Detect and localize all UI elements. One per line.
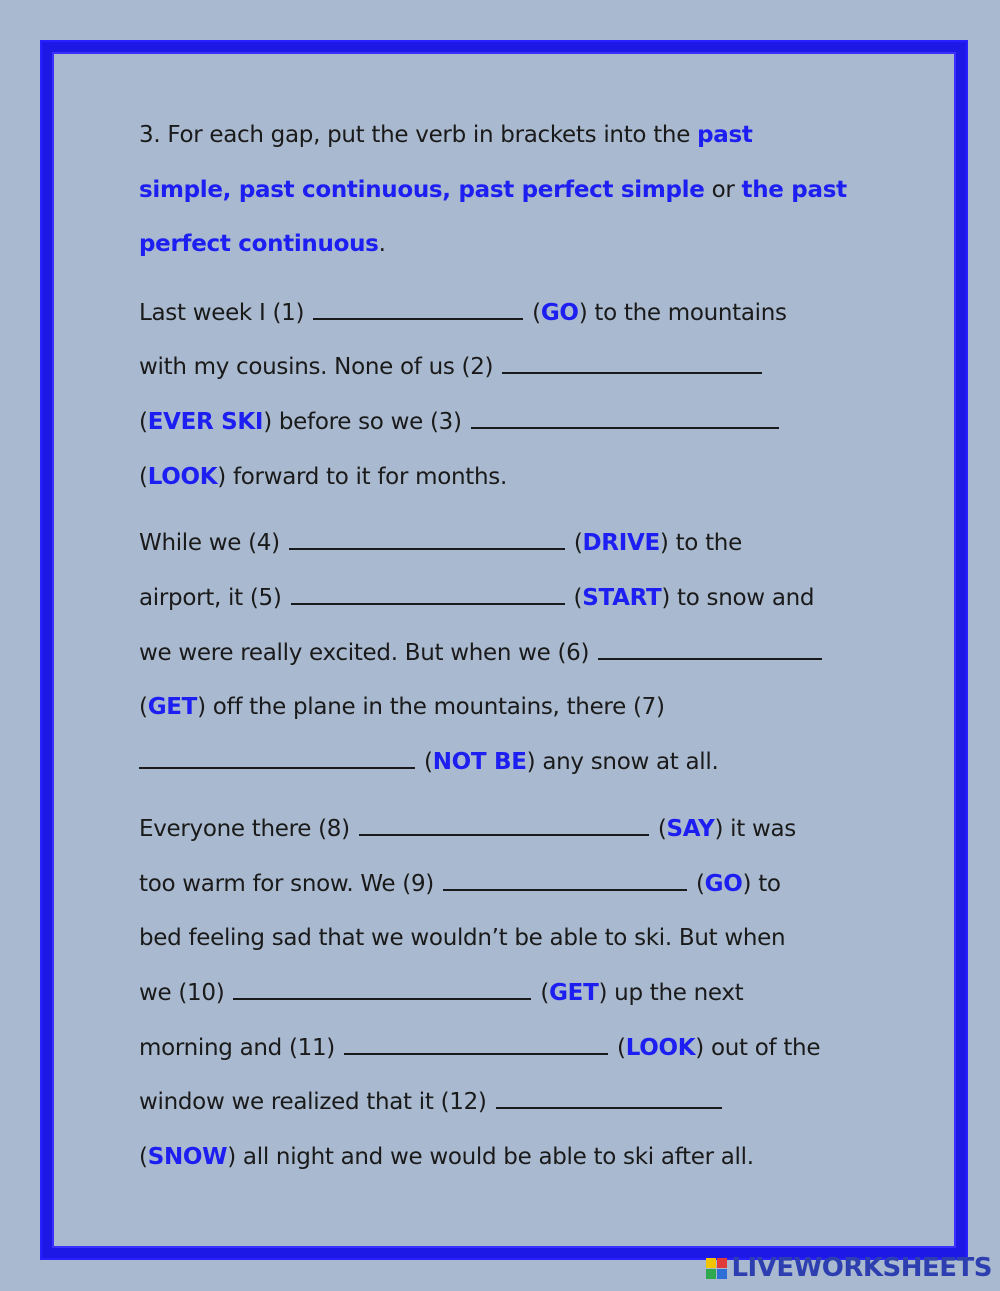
- text: Everyone there (8): [139, 815, 357, 842]
- logo-mark-icon: [706, 1258, 727, 1279]
- text: to the mountains: [587, 299, 787, 326]
- text: before so we (3): [271, 408, 469, 435]
- text: up the next: [607, 979, 744, 1006]
- text: to: [751, 870, 781, 897]
- tense-the-past: the past: [741, 176, 847, 203]
- text: any snow at all.: [535, 749, 719, 776]
- text: bed feeling sad that we wouldn’t be able to ski. But when: [139, 925, 786, 952]
- verb-8: SAY: [666, 815, 715, 842]
- gap-6-input[interactable]: [598, 636, 822, 660]
- verb-4: DRIVE: [582, 530, 660, 557]
- instruction-end: .: [378, 231, 386, 257]
- text: to snow and: [670, 585, 815, 612]
- brand-name: LIVEWORKSHEETS: [731, 1253, 992, 1283]
- text: window we realized that it (12): [139, 1089, 494, 1116]
- liveworksheets-logo[interactable]: [706, 1253, 992, 1283]
- verb-11: LOOK: [625, 1034, 696, 1061]
- text: to the: [668, 530, 742, 557]
- text: Last week I (1): [139, 299, 312, 326]
- gap-11-input[interactable]: [344, 1031, 608, 1055]
- instruction: [139, 108, 879, 272]
- text: with my cousins. None of us (2): [139, 354, 501, 381]
- instruction-lead: 3. For each gap, put the verb in brackets into the: [139, 122, 698, 148]
- tense-list: simple, past continuous, past perfect simple: [139, 176, 705, 203]
- text: we (10): [139, 979, 232, 1006]
- verb-1: GO: [540, 299, 579, 326]
- verb-7: NOT BE: [432, 749, 527, 776]
- text: too warm for snow. We (9): [139, 870, 441, 897]
- verb-9: GO: [704, 870, 743, 897]
- instruction-or: or: [704, 176, 742, 203]
- verb-5: START: [582, 585, 662, 612]
- gap-2-input[interactable]: [502, 350, 762, 374]
- gap-12-input[interactable]: [496, 1085, 722, 1109]
- gap-4-input[interactable]: [289, 526, 565, 550]
- gap-9-input[interactable]: [443, 867, 687, 891]
- text: airport, it (5): [139, 585, 289, 612]
- paragraph-2: While we (4) (DRIVE) to the airport, it (5) (START) to snow and we were really excited. But when we (6) (GET) off the plane in the mountains, there (7) (NOT BE) any snow at all.: [139, 516, 879, 790]
- paragraph-3: Everyone there (8) (SAY) it was too warm for snow. We (9) (GO) to bed feeling sad that we wouldn’t be able to ski. But when we (10) (GET) up the next morning and (11) (LOOK) out of the window we realized that it (12) (SNOW) all night and we would be able to ski after all.: [139, 802, 879, 1185]
- text: all night and we would be able to ski after all.: [235, 1144, 754, 1171]
- tense-perfect-continuous: perfect continuous: [139, 231, 379, 257]
- verb-6: GET: [147, 694, 198, 721]
- text: morning and (11): [139, 1034, 342, 1061]
- verb-2: EVER SKI: [147, 408, 264, 435]
- gap-1-input[interactable]: [313, 296, 523, 320]
- gap-5-input[interactable]: [291, 581, 565, 605]
- text: While we (4): [139, 530, 287, 557]
- paragraph-1: Last week I (1) (GO) to the mountains with my cousins. None of us (2) (EVER SKI) before so we (3) (LOOK) forward to it for months.: [139, 286, 879, 505]
- text: it was: [723, 815, 796, 842]
- text: forward to it for months.: [225, 463, 507, 490]
- text: off the plane in the mountains, there (7): [205, 694, 665, 721]
- gap-10-input[interactable]: [233, 976, 531, 1000]
- verb-10: GET: [549, 979, 599, 1006]
- worksheet-content: [139, 108, 879, 1197]
- text: we were really excited. But when we (6): [139, 639, 597, 666]
- gap-3-input[interactable]: [471, 405, 779, 429]
- gap-8-input[interactable]: [359, 812, 649, 836]
- verb-12: SNOW: [147, 1144, 228, 1171]
- verb-3: LOOK: [147, 463, 218, 490]
- gap-7-input[interactable]: [139, 745, 415, 769]
- text: out of the: [703, 1034, 821, 1061]
- tense-past: past: [697, 122, 753, 148]
